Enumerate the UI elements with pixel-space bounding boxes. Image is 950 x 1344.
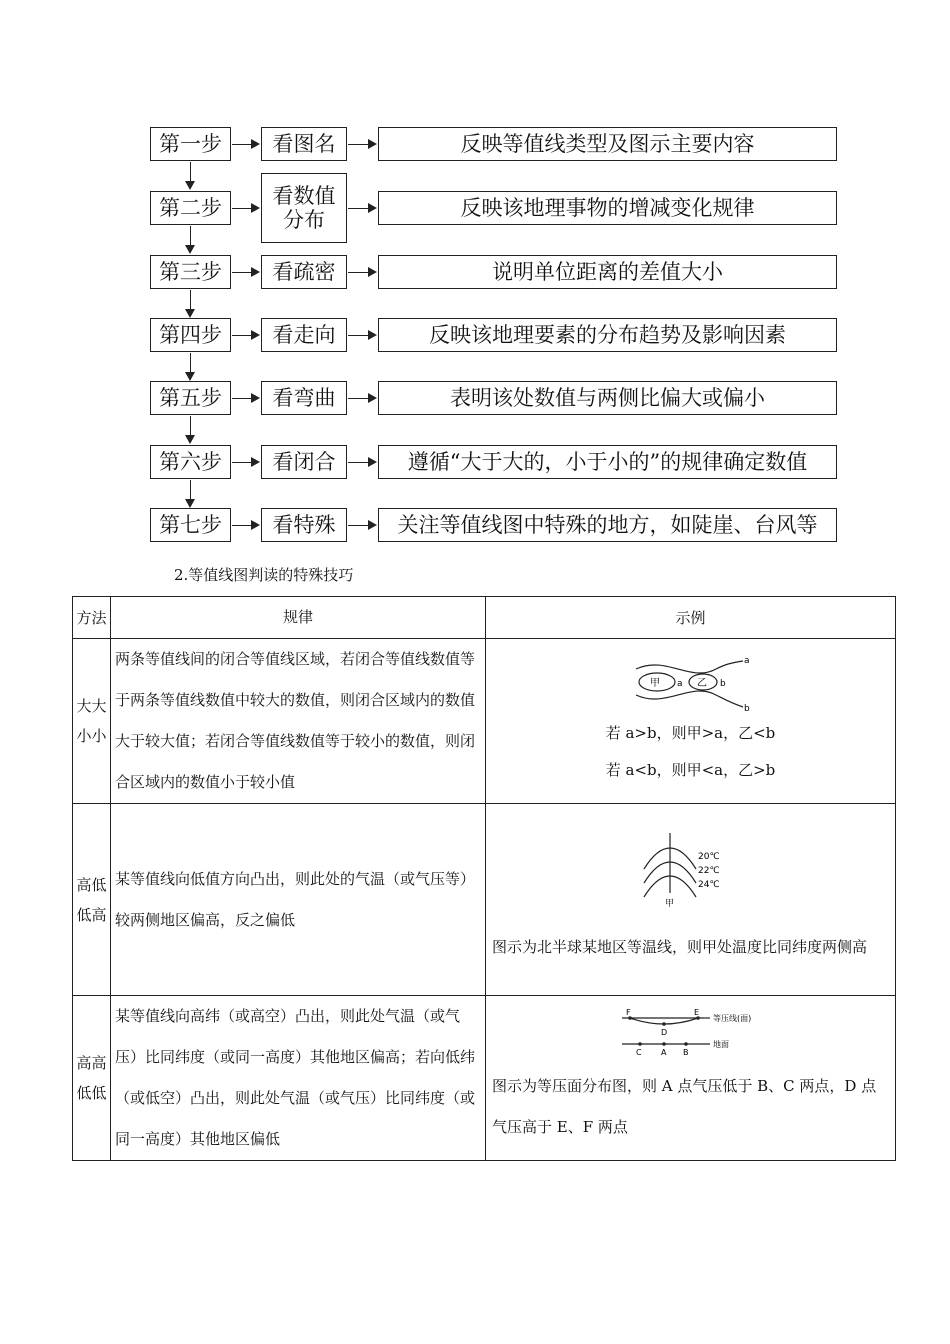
example-line-1: 若 a>b，则甲>a，乙<b bbox=[605, 724, 776, 742]
example-cell bbox=[486, 996, 896, 1161]
desc-1-box bbox=[378, 127, 837, 161]
label-20c: 20℃ bbox=[698, 852, 720, 862]
label-E: E bbox=[694, 1008, 700, 1017]
example-cell bbox=[486, 639, 896, 804]
rule-cell: 某等值线向高纬（或高空）凸出，则此处气温（或气压）比同纬度（或同一高度）其他地区偏高；若向低纬（或低空）凸出，则此处气温（或气压）比同纬度（或同一高度）其他地区偏低 bbox=[111, 996, 486, 1161]
look-3-label: 看疏密 bbox=[272, 259, 336, 284]
label-24c: 24℃ bbox=[698, 880, 720, 890]
desc-5-box bbox=[378, 381, 837, 415]
arrow-right-icon bbox=[232, 525, 258, 526]
look-1-label: 看图名 bbox=[272, 131, 336, 156]
table-row bbox=[73, 639, 896, 804]
desc-3-label: 说明单位距离的差值大小 bbox=[492, 259, 723, 284]
step-7-box bbox=[150, 508, 231, 542]
example-text: 图示为北半球某地区等温线，则甲处温度比同纬度两侧高 bbox=[492, 938, 868, 956]
method-cell: 高低 低高 bbox=[73, 804, 111, 996]
step-5-box bbox=[150, 381, 231, 415]
look-5-label: 看弯曲 bbox=[272, 385, 336, 410]
label-b-outer: b bbox=[743, 704, 750, 714]
rule-cell: 两条等值线间的闭合等值线区域，若闭合等值线数值等于两条等值线数值中较大的数值，则闭合区域内的数值大于较大值；若闭合等值线数值等于较小的数值，则闭合区域内的数值小于较小值 bbox=[111, 639, 486, 804]
desc-4-label: 反映该地理要素的分布趋势及影响因素 bbox=[429, 322, 786, 347]
arrow-right-icon bbox=[348, 272, 375, 273]
look-1-box bbox=[261, 127, 347, 161]
arrow-down-icon bbox=[190, 480, 191, 506]
arrow-down-icon bbox=[190, 353, 191, 379]
desc-3-box bbox=[378, 255, 837, 289]
closed-isoline-diagram bbox=[631, 653, 751, 715]
arrow-right-icon bbox=[232, 335, 258, 336]
arrow-right-icon bbox=[348, 462, 375, 463]
example-line-2: 若 a<b，则甲<a，乙>b bbox=[605, 761, 776, 779]
arrow-right-icon bbox=[232, 272, 258, 273]
arrow-down-icon bbox=[190, 162, 191, 188]
label-a-outer: a bbox=[743, 656, 750, 666]
arrow-right-icon bbox=[348, 208, 375, 209]
label-jia: 甲 bbox=[665, 899, 675, 909]
desc-7-box bbox=[378, 508, 837, 542]
label-B: B bbox=[683, 1048, 689, 1057]
label-b-inner: b bbox=[719, 679, 726, 689]
rule-cell: 某等值线向低值方向凸出，则此处的气温（或气压等）较两侧地区偏高，反之偏低 bbox=[111, 804, 486, 996]
table-header-row bbox=[73, 597, 896, 639]
look-6-box bbox=[261, 445, 347, 479]
look-6-label: 看闭合 bbox=[272, 449, 336, 474]
arrow-right-icon bbox=[348, 525, 375, 526]
step-5-label: 第五步 bbox=[159, 385, 222, 410]
desc-7-label: 关注等值线图中特殊的地方，如陡崖、台风等 bbox=[397, 512, 818, 537]
desc-4-box bbox=[378, 318, 837, 352]
isobar-surface-diagram bbox=[620, 1008, 770, 1060]
step-3-box bbox=[150, 255, 231, 289]
step-2-label: 第二步 bbox=[159, 195, 222, 220]
isotherm-diagram bbox=[640, 831, 750, 909]
look-3-box bbox=[261, 255, 347, 289]
label-D: D bbox=[661, 1028, 668, 1037]
look-7-label: 看特殊 bbox=[272, 512, 336, 537]
arrow-down-icon bbox=[190, 290, 191, 316]
look-4-box bbox=[261, 318, 347, 352]
arrow-down-icon bbox=[190, 416, 191, 442]
step-3-label: 第三步 bbox=[159, 259, 222, 284]
example-cell bbox=[486, 804, 896, 996]
arrow-right-icon bbox=[348, 398, 375, 399]
label-isobar: 等压线(面) bbox=[713, 1014, 752, 1023]
techniques-table bbox=[72, 596, 896, 1161]
desc-2-label: 反映该地理事物的增减变化规律 bbox=[460, 195, 755, 220]
label-yi: 乙 bbox=[696, 678, 707, 689]
label-C: C bbox=[636, 1048, 642, 1057]
arrow-right-icon bbox=[232, 462, 258, 463]
desc-6-label: 遵循“大于大的，小于小的”的规律确定数值 bbox=[407, 449, 808, 474]
step-2-box bbox=[150, 191, 231, 225]
method-cell: 大大 小小 bbox=[73, 639, 111, 804]
look-2-label: 看数值 分布 bbox=[272, 183, 336, 232]
look-4-label: 看走向 bbox=[272, 322, 336, 347]
desc-1-label: 反映等值线类型及图示主要内容 bbox=[460, 131, 755, 156]
label-jia: 甲 bbox=[649, 678, 660, 689]
look-7-box bbox=[261, 508, 347, 542]
label-ground: 地面 bbox=[713, 1040, 729, 1049]
step-1-box bbox=[150, 127, 231, 161]
label-A: A bbox=[661, 1048, 667, 1057]
section-heading: 2.等值线图判读的特殊技巧 bbox=[174, 566, 354, 584]
desc-6-box bbox=[378, 445, 837, 479]
label-a-inner: a bbox=[676, 679, 683, 689]
step-7-label: 第七步 bbox=[159, 512, 222, 537]
header-rule: 规律 bbox=[111, 597, 486, 639]
label-F: F bbox=[626, 1008, 631, 1017]
arrow-down-icon bbox=[190, 226, 191, 252]
arrow-right-icon bbox=[232, 398, 258, 399]
desc-2-box bbox=[378, 191, 837, 225]
look-5-box bbox=[261, 381, 347, 415]
arrow-right-icon bbox=[232, 144, 258, 145]
header-method: 方法 bbox=[73, 597, 111, 639]
step-6-box bbox=[150, 445, 231, 479]
flowchart bbox=[0, 0, 950, 560]
step-6-label: 第六步 bbox=[159, 449, 222, 474]
arrow-right-icon bbox=[232, 208, 258, 209]
look-2-box bbox=[261, 173, 347, 243]
arrow-right-icon bbox=[348, 144, 375, 145]
method-cell: 高高 低低 bbox=[73, 996, 111, 1161]
desc-5-label: 表明该处数值与两侧比偏大或偏小 bbox=[450, 385, 765, 410]
step-4-box bbox=[150, 318, 231, 352]
label-22c: 22℃ bbox=[698, 866, 720, 876]
example-text: 图示为等压面分布图，则 A 点气压低于 B、C 两点，D 点气压高于 E、F 两点 bbox=[492, 1077, 877, 1136]
step-4-label: 第四步 bbox=[159, 322, 222, 347]
arrow-right-icon bbox=[348, 335, 375, 336]
table-row bbox=[73, 996, 896, 1161]
header-example: 示例 bbox=[486, 597, 896, 639]
table-row bbox=[73, 804, 896, 996]
step-1-label: 第一步 bbox=[159, 131, 222, 156]
